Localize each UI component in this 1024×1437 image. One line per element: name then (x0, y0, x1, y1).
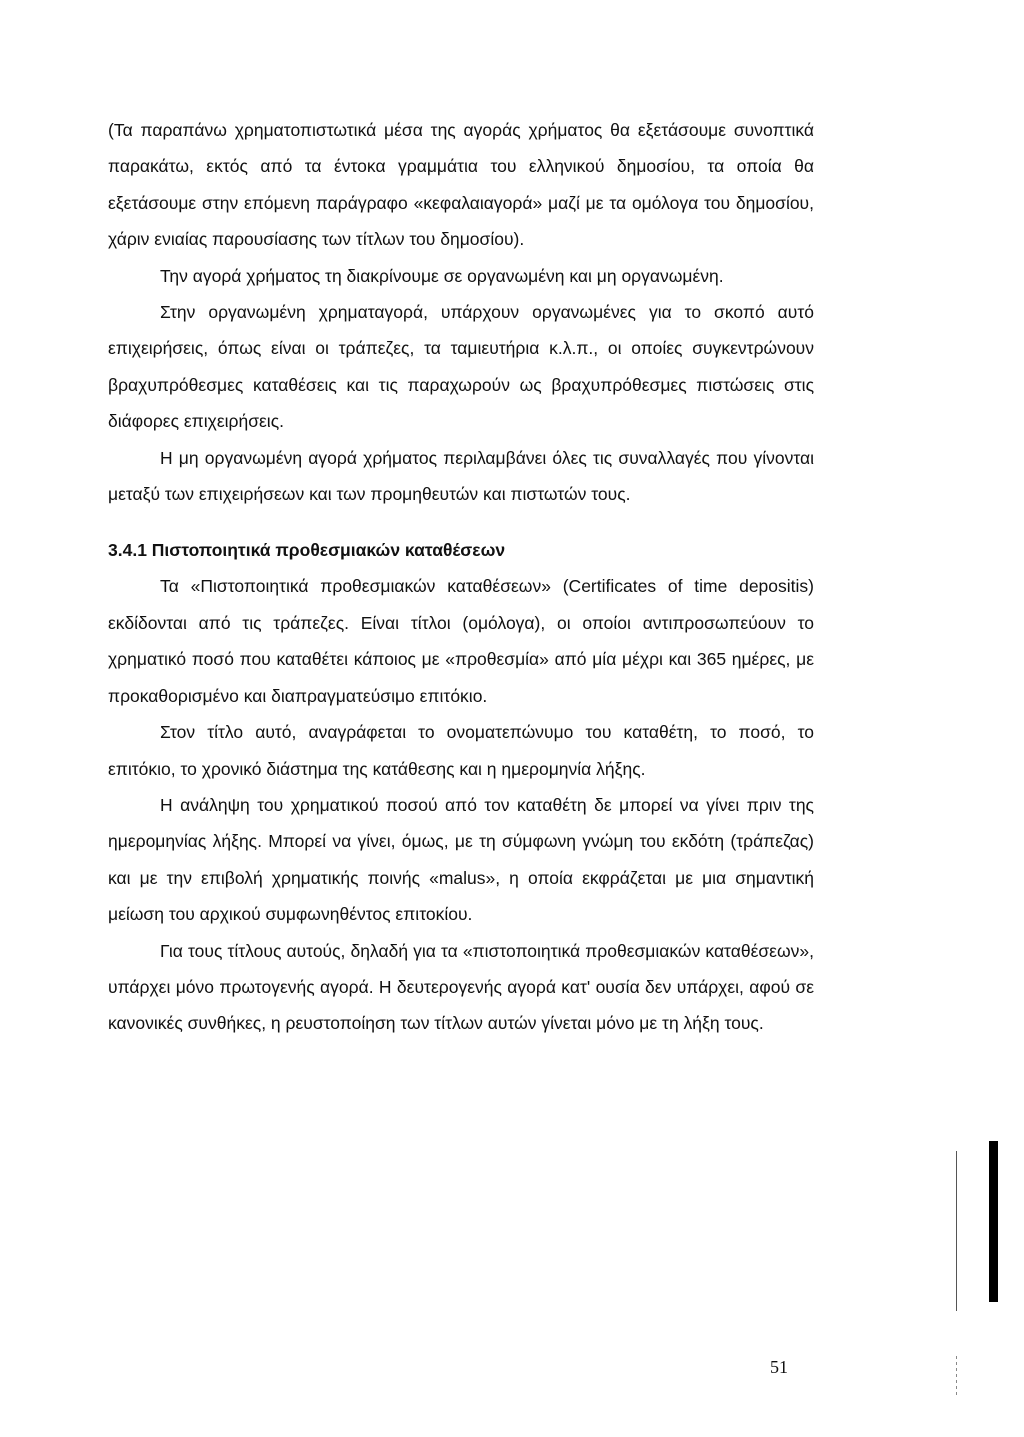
paragraph-unorganized-market: Η μη οργανωμένη αγορά χρήματος περιλαμβάνει όλες τις συναλλαγές που γίνονται μεταξύ των επιχειρήσεων και των προμηθευτών και πιστωτών τους. (108, 447, 814, 505)
page-number: 51 (770, 1357, 788, 1377)
paragraph-certificates-definition: Τα «Πιστοποιητικά προθεσμιακών καταθέσεων» (Certificates of time depositis) εκδίδονται από τις τράπεζες. Είναι τίτλοι (ομόλογα), οι οποίοι αντιπροσωπεύουν το χρηματικό ποσό που καταθέτει κάποιος με «προθεσμία» από μία μέχρι και 365 ημέρες, με προκαθορισμένο και διαπραγματεύσιμο επιτόκιο. (108, 576, 814, 706)
paragraph-certificate-contents: Στον τίτλο αυτό, αναγράφεται το ονοματεπώνυμο του καταθέτη, το ποσό, το επιτόκιο, το χρονικό διάστημα της κατάθεσης και η ημερομηνία λήξης. (108, 722, 814, 779)
paragraph-withdrawal: Η ανάληψη του χρηματικού ποσού από τον καταθέτη δε μπορεί να γίνει πριν της ημερομηνίας λήξης. Μπορεί να γίνει, όμως, με τη σύμφωνη γνώμη του εκδότη (τράπεζας) και με την επιβολή χρηματικής ποινής «malus», η οποία εκφράζεται με μια σημαντική μείωση του αρχικού συμφωνηθέντος επιτοκίου. (108, 794, 814, 925)
paragraph-organized-market: Στην οργανωμένη χρηματαγορά, υπάρχουν οργανωμένες για το σκοπό αυτό επιχειρήσεις, όπως είναι οι τράπεζες, τα ταμιευτήρια κ.λ.π., οι οποίες συγκεντρώνουν βραχυπρόθεσμες καταθέσεις και τις παραχωρούν ως βραχυπρόθεσμες πιστώσεις στις διάφορες επιχειρήσεις. (108, 302, 814, 432)
scan-margin-bar (989, 1141, 998, 1302)
scan-margin-line (956, 1151, 957, 1311)
paragraph-primary-market: Για τους τίτλους αυτούς, δηλαδή για τα «πιστοποιητικά προθεσμιακών καταθέσεων», υπάρχει μόνο πρωτογενής αγορά. Η δευτερογενής αγορά κατ' ουσία δεν υπάρχει, αφού σε κανονικές συνθήκες, η ρευστοποίηση των τίτλων αυτών γίνεται μόνο με τη λήξη τους. (108, 940, 814, 1034)
paragraph-market-types: Την αγορά χρήματος τη διακρίνουμε σε οργανωμένη και μη οργανωμένη. (160, 265, 724, 286)
section-heading: 3.4.1 Πιστοποιητικά προθεσμιακών καταθέσεων (108, 540, 506, 561)
document-body (108, 112, 814, 1042)
paragraph-intro-note: (Τα παραπάνω χρηματοπιστωτικά μέσα της αγοράς χρήματος θα εξετάσουμε συνοπτικά παρακάτω, εκτός από τα έντοκα γραμμάτια του ελληνικού δημοσίου, τα οποία θα εξετάσουμε στην επόμενη παράγραφο «κεφαλαιαγορά» μαζί με τα ομόλογα του δημοσίου, χάριν ενιαίας παρουσίασης των τίτλων του δημοσίου). (108, 120, 814, 250)
scan-margin-dots (956, 1356, 957, 1396)
